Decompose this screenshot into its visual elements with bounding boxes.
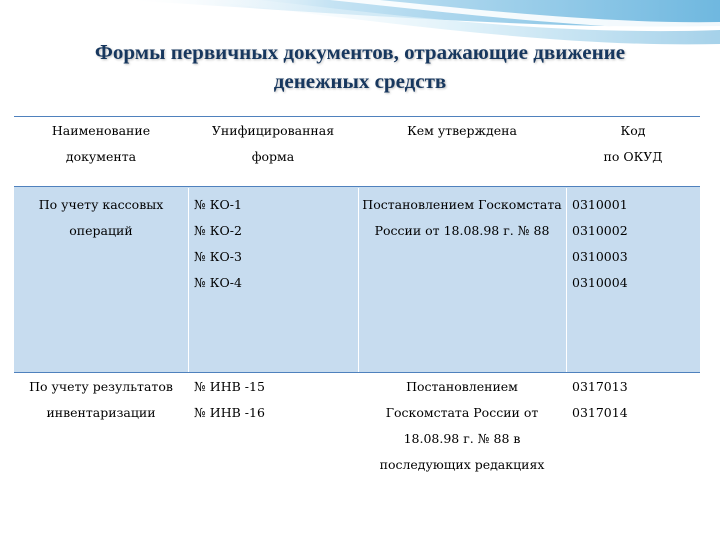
row1-form-2: № КО-2 (194, 223, 242, 238)
row2-approved (358, 374, 566, 478)
row2-name (14, 374, 188, 426)
row1-code-3: 0310003 (572, 249, 628, 264)
row1-name-line-2: операций (69, 223, 133, 238)
header-form-line-2: форма (251, 149, 295, 164)
row1-form-4: № КО-4 (194, 275, 242, 290)
row1-code-1: 0310001 (572, 197, 628, 212)
header-name-line-2: документа (65, 149, 137, 164)
row2-form-2: № ИНВ -16 (194, 405, 265, 420)
row1-name-line-1: По учету кассовых (38, 197, 164, 212)
row1-name (14, 192, 188, 244)
header-form-line-1: Унифицированная (211, 123, 335, 138)
row2-code-1: 0317013 (572, 379, 628, 394)
header-name (14, 118, 188, 170)
row1-approved (358, 192, 566, 244)
row2-name-line-1: По учету результатов (29, 379, 173, 394)
column-divider (188, 188, 189, 373)
column-divider (566, 188, 567, 373)
row2-form-1: № ИНВ -15 (194, 379, 265, 394)
row2-codes (572, 374, 696, 426)
row1-code-4: 0310004 (572, 275, 628, 290)
row2-code-2: 0317014 (572, 405, 628, 420)
slide-title (0, 38, 720, 96)
header-form (188, 118, 358, 170)
header-code-line-2: по ОКУД (603, 149, 663, 164)
row1-codes (572, 192, 696, 296)
slide-title-line-1: Формы первичных документов, отражающие движение (94, 40, 626, 64)
row2-name-line-2: инвентаризации (46, 405, 156, 420)
table-top-rule (14, 116, 700, 117)
row2-approved-line-3: 18.08.98 г. № 88 в (403, 431, 521, 446)
slide-title-line-2: денежных средств (273, 69, 447, 93)
row1-form-3: № КО-3 (194, 249, 242, 264)
row2-approved-line-1: Постановлением (406, 379, 518, 394)
row2-approved-line-2: Госкомстата России от (385, 405, 539, 420)
header-approved (358, 118, 566, 144)
row1-forms (194, 192, 354, 296)
header-code-line-1: Код (620, 123, 646, 138)
header-name-line-1: Наименование (51, 123, 151, 138)
header-approved-line-1: Кем утверждена (407, 123, 517, 138)
row1-approved-line-1: Постановлением Госкомстата (362, 197, 562, 212)
header-code (566, 118, 700, 170)
row1-approved-line-2: России от 18.08.98 г. № 88 (374, 223, 550, 238)
row1-code-2: 0310002 (572, 223, 628, 238)
row1-form-1: № КО-1 (194, 197, 242, 212)
row2-forms (194, 374, 354, 426)
row2-approved-line-4: последующих редакциях (379, 457, 545, 472)
